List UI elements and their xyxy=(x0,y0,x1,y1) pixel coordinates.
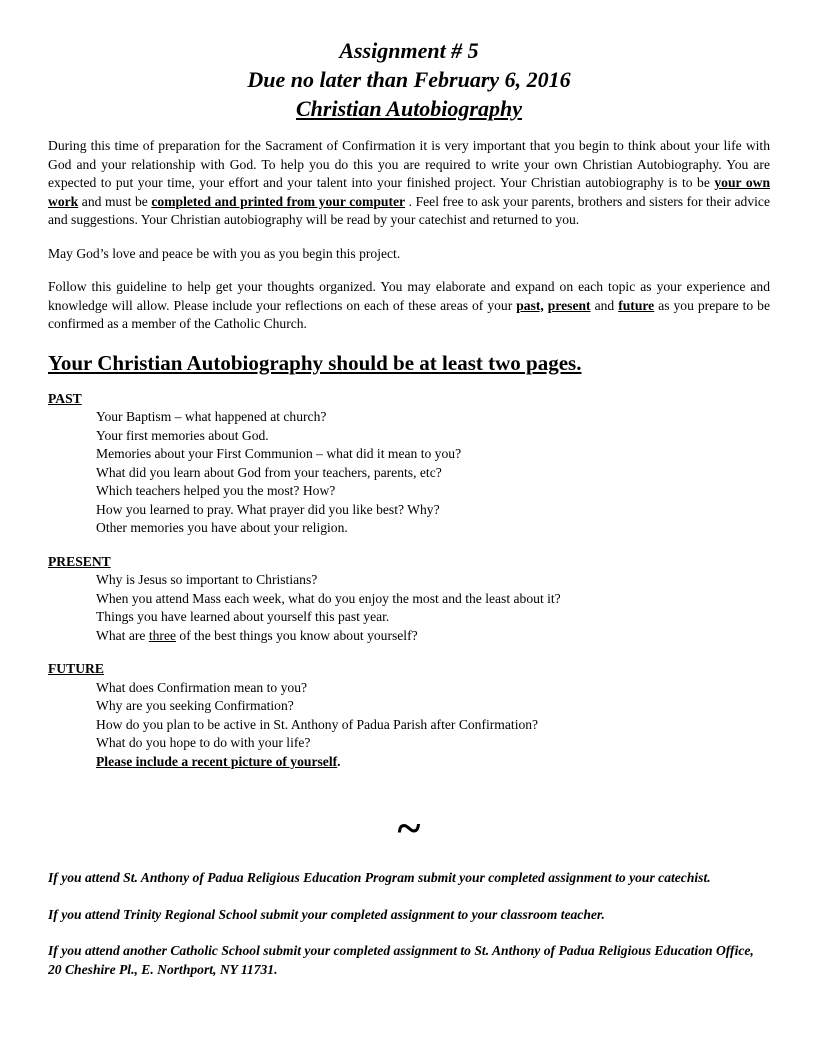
picture-note: Please include a recent picture of yourself xyxy=(96,753,338,769)
assignment-number: Assignment # 5 xyxy=(339,38,479,63)
guideline-text: Follow this guideline to help get your thoughts organized. You may elaborate and expand on each topic as your experience and knowledge will allow. Please include your reflections on each of these areas of your xyxy=(48,279,770,313)
list-item-text: What are xyxy=(96,627,149,643)
future-heading: FUTURE xyxy=(48,661,104,676)
submission-note-other-school: If you attend another Catholic School submit your completed assignment to St. Anthony of Padua Religious Education Office, 20 Cheshire Pl., E. Northport, NY 11731. xyxy=(48,943,754,977)
present-emphasis: present xyxy=(547,297,591,313)
list-item: Things you have learned about yourself this past year. xyxy=(96,609,390,624)
list-item: When you attend Mass each week, what do you enjoy the most and the least about it? xyxy=(96,590,561,606)
list-item: Which teachers helped you the most? How? xyxy=(96,483,336,498)
list-item xyxy=(48,753,770,772)
present-heading: PRESENT xyxy=(48,553,111,569)
list-item: Other memories you have about your religion. xyxy=(96,520,348,535)
due-date: Due no later than February 6, 2016 xyxy=(247,67,571,92)
list-item: What do you hope to do with your life? xyxy=(96,735,311,750)
list-item: Your first memories about God. xyxy=(96,427,269,443)
guideline-text: and xyxy=(590,297,619,313)
list-item: Your Baptism – what happened at church? xyxy=(96,409,327,424)
intro-text: and must be xyxy=(78,193,152,209)
tilde-divider: ~ xyxy=(397,804,421,853)
list-item xyxy=(48,627,770,646)
length-requirement: Your Christian Autobiography should be at least two pages. xyxy=(48,350,582,375)
three-emphasis: three xyxy=(148,627,177,643)
document-page xyxy=(48,36,770,979)
past-heading: PAST xyxy=(48,390,82,406)
guideline-text: as you prepare to be confirmed as a member of the Catholic Church. xyxy=(48,297,770,331)
list-item: What does Confirmation mean to you? xyxy=(96,679,308,695)
list-item-text: of the best things you know about yourself? xyxy=(176,627,418,643)
submission-note-trinity: If you attend Trinity Regional School submit your completed assignment to your classroom teacher. xyxy=(48,906,605,922)
submission-note-sapre: If you attend St. Anthony of Padua Religious Education Program submit your completed assignment to your catechist. xyxy=(48,870,711,885)
list-item: What did you learn about God from your teachers, parents, etc? xyxy=(96,464,442,480)
list-item: How do you plan to be active in St. Anthony of Padua Parish after Confirmation? xyxy=(96,716,539,732)
list-item: Memories about your First Communion – what did it mean to you? xyxy=(96,446,462,461)
blessing-paragraph: May God’s love and peace be with you as you begin this project. xyxy=(48,245,401,261)
future-emphasis: future xyxy=(618,297,655,313)
list-item: Why is Jesus so important to Christians? xyxy=(96,572,318,587)
intro-text: During this time of preparation for the Sacrament of Confirmation it is very important that you begin to think about your life with God and your relationship with God. To help you do this you are required to write your own Christian Autobiography. You are expected to put your time, your effort and your talent into your finished project. Your Christian autobiography is to be xyxy=(48,138,770,190)
guideline-paragraph xyxy=(48,278,770,334)
picture-note-period: . xyxy=(337,753,341,769)
past-emphasis: past, xyxy=(516,297,544,313)
document-header xyxy=(48,36,770,123)
own-work-emphasis: your own work xyxy=(48,175,770,209)
intro-paragraph xyxy=(48,137,770,230)
document-title: Christian Autobiography xyxy=(296,96,522,121)
intro-text: . Feel free to ask your parents, brothers and sisters for their advice and suggestions. Your Christian autobiography will be read by your catechist and returned to you. xyxy=(48,193,770,227)
future-section xyxy=(48,660,770,771)
present-section xyxy=(48,553,770,646)
computer-emphasis: completed and printed from your computer xyxy=(151,193,406,209)
list-item: How you learned to pray. What prayer did you like best? Why? xyxy=(96,501,440,517)
past-section xyxy=(48,390,770,538)
list-item: Why are you seeking Confirmation? xyxy=(96,698,294,713)
